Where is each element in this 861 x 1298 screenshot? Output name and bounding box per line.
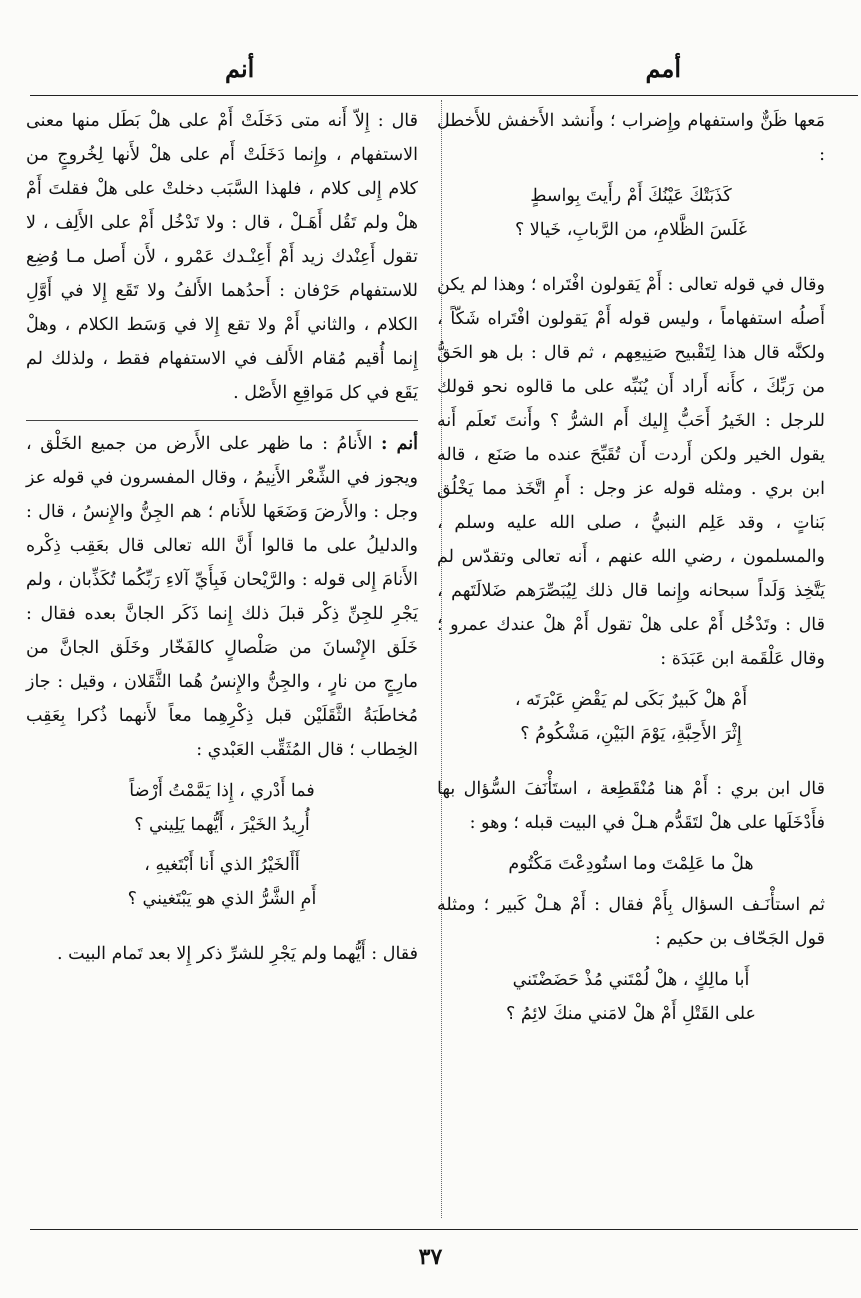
verse-line: كَذَبَتْكَ عَيْنُكَ أَمْ رأَيتَ بِواسطٍ	[530, 186, 732, 206]
paragraph: وقال في قوله تعالى : أَمْ يَقولون افْتَراه ؛ وهذا لم يكن أَصلُه استفهاماً ، وليس قوله أَمْ يَقولون افْتَراه شَكّاً ، ولكنَّه قال هذا لِتَقْبيح صَنِيعِهم ، ثم قال : بل هو الحَقُّ من رَبِّكَ ، كأَنه أَراد أَن يُنَبِّه على ما قالوه نحو قولك للرجل : الخَيرُ أَحَبُّ إِليك أَم الشرُّ ؟ وأَنتَ تَعلَم أَنه يقول الخير ولكن أَردت أَن تُقَبِّحَ عنده ما صَنَع ، قاله ابن بري . ومثله قوله عز وجل : أَمِ اتَّخَذ مما يَخْلُق بَناتٍ ، وقد عَلِم النبيُّ ، صلى الله عليه وسلم ، والمسلمون ، رضي الله عنهم ، أَنه تعالى وتقدّس لم يَتَّخِذ وَلَداً سبحانه وإِنما قال ذلك لِيُبَصِّرَهم ضَلالَتَهم ، قال : وتَدْخُل أَمْ على هلْ تقول أَمْ هلْ عندك عمرو ؛ وقال عَلْقَمة ابن عَبَدَة :	[437, 275, 825, 669]
entry-paragraph	[26, 427, 418, 767]
left-column	[26, 104, 418, 971]
verse-line: فما أَدْري ، إِذا يَمَّمْتُ أَرْضاً	[129, 781, 315, 801]
verse-line: هلْ ما عَلِمْتَ وما استُودِعْتَ مَكْتُوم	[508, 854, 754, 874]
header-rule	[30, 95, 858, 96]
page-number: ٣٧	[418, 1244, 443, 1270]
footer-rule	[30, 1229, 858, 1230]
header-entry-right: أمم	[645, 54, 681, 83]
verse-line: غَلَسَ الظَّلامِ، من الرَّبابِ، خَيالا ؟	[514, 220, 748, 240]
verse-line: أَأَلخَيْرُ الذي أَنا أَبْتَغيهِ ،	[144, 855, 300, 875]
entry-text: الأَنامُ : ما ظهر على الأَرض من جميع الخَلْق ، ويجوز في الشِّعْر الأَنِيمُ ، وقال المفسرون في قوله عز وجل : والأَرضَ وَضَعَها للأَنام ؛ هم الجِنُّ والإِنسُ ، قال : والدليلُ على ما قالوا أَنَّ الله تعالى قال بعَقِب ذِكْره الأَنامَ إِلى قوله : والرَّيْحان فَبِأَيِّ آلاءِ رَبِّكُما تُكَذِّبان ، ولم يَجْرِ للجِنِّ ذِكْر قبلَ ذلك إِنما ذَكَر الجانَّ بعده فقال : خَلَق الإِنْسانَ من صَلْصالٍ كالفَخّار وخَلَق الجانَّ من مارِجٍ من نارٍ ، والجِنُّ والإِنسُ هُما الثَّقَلان ، وقيل : جاز مُخاطَبَةُ الثَّقَلَيْن قبل ذِكْرِهِما معاً لأَنهما ذُكرا بِعَقِب الخِطاب ؛ قال المُثَقِّب العَبْدي :	[26, 434, 418, 760]
verse-line: إِثْرَ الأَحِبَّةِ، يَوْمَ البَيْنِ، مَشْكُومُ ؟	[520, 724, 742, 744]
verse-line: أُرِيدُ الخَيْرَ ، أَيُّهما يَلِيني ؟	[134, 815, 310, 835]
entry-headword: أنم :	[381, 434, 418, 454]
verse-line: أَبا مالِكٍ ، هلْ لُمْتَني مُذْ حَضَضْتَني	[512, 970, 750, 990]
verse-line: على القَتْلِ أَمْ هلْ لامَني منكَ لائِمُ ؟	[506, 1004, 756, 1024]
paragraph: ثم استأْنَـف السؤال بِأَمْ فقال : أَمْ هـلْ كَبير ؛ ومثله قول الجَحّاف بن حكيم :	[437, 895, 825, 949]
right-column	[437, 104, 825, 1038]
paragraph: فقال : أَيُّهما ولم يَجْرِ للشرِّ ذكر إِلا بعد تَمام البيت .	[56, 944, 418, 964]
paragraph: قال : إِلاّ أَنه متى دَخَلَتْ أَمْ على هلْ بَطَل منها معنى الاستفهام ، وإِنما دَخَلَتْ أَم على هلْ لأَنها لِخُروجٍ من كلام إِلى كلام ، فلهذا السَّبَب دخلتْ على هلْ فقلتَ أَمْ هلْ ولم تَقُل أَهَـلْ ، قال : ولا تَدْخُل أَمْ على الأَلِف ، لا تقول أَعِنْدك زيد أَمْ أَعِنْـدك عَمْرو ، لأَن أَصل مـا وُضِع للاستفهام حَرْفان : أَحدُهما الأَلفُ ولا تَقَع إِلا في أَوَّلِ الكلام ، والثاني أَمْ ولا تقع إِلا في وَسَط الكلام ، وهلْ إِنما أُقيم مُقام الأَلف في الاستفهام فقط ، ولذلك لم يَقَع في كل مَواقِعِ الأَصْل .	[26, 111, 418, 403]
paragraph: مَعها ظَنٌّ واستفهام وإِضراب ؛ وأَنشد الأَخفش للأَخطل :	[437, 111, 825, 165]
header-entry-left: أنم	[225, 54, 255, 83]
paragraph: قال ابن بري : أَمْ هنا مُنْقَطِعة ، استَأْنَفَ السُّؤال بها فأَدْخَلَها على هلْ لتَقَدُّم هـلْ في البيت قبله ؛ وهو :	[437, 779, 825, 833]
verse-line: أَمْ هلْ كَبيرٌ بَكَى لم يَقْضِ عَبْرَتَه ،	[514, 690, 748, 710]
entry-separator	[26, 420, 418, 421]
verse-line: أَمِ الشَّرُّ الذي هو يَبْتَغيني ؟	[127, 889, 317, 909]
